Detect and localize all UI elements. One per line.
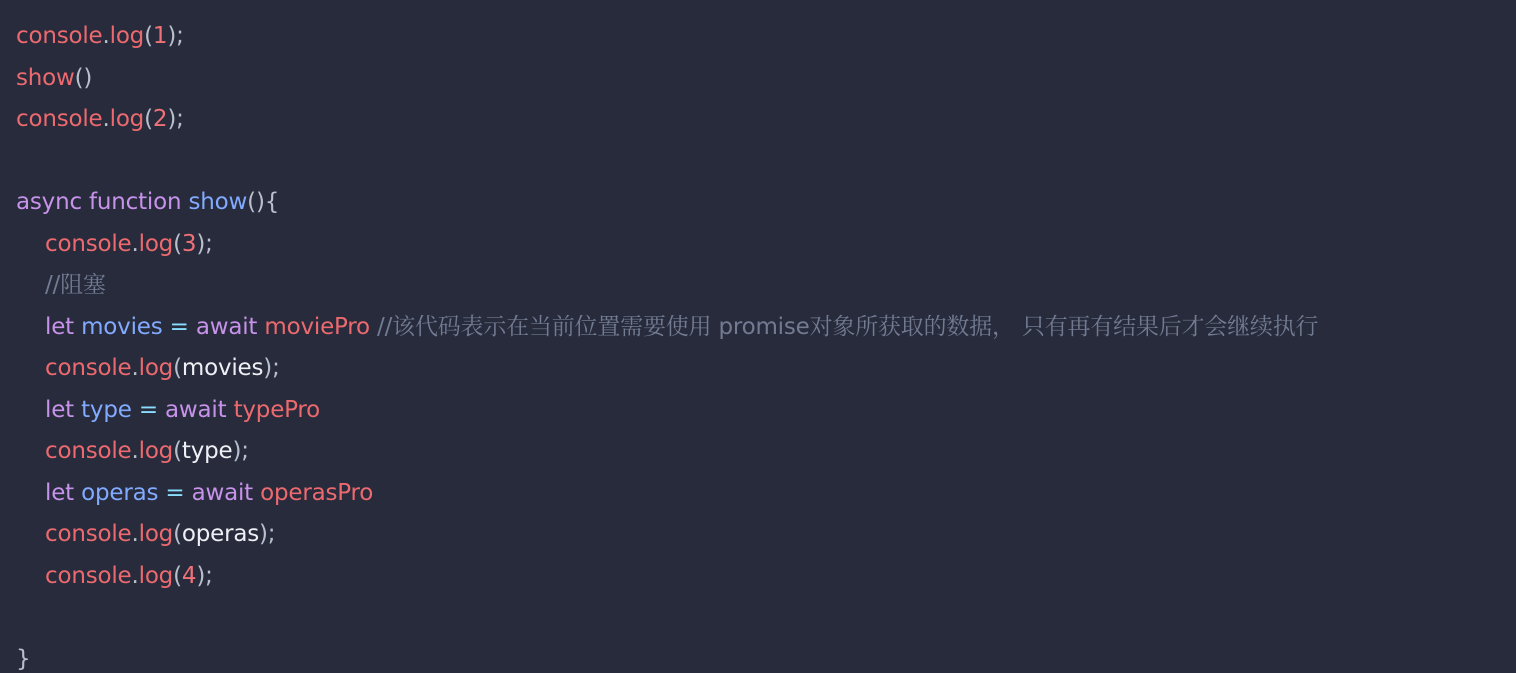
- token-function-name: show: [188, 189, 248, 215]
- token-paren: (: [173, 562, 182, 589]
- token-close: );: [196, 230, 213, 257]
- token-dot: .: [131, 438, 139, 464]
- token-await: await: [165, 396, 227, 423]
- code-line-15-blank: [16, 597, 1516, 639]
- token-operator: =: [138, 396, 158, 423]
- token-object: console: [45, 230, 132, 257]
- token-keyword: let: [45, 313, 74, 340]
- token-method: log: [138, 562, 174, 589]
- code-line-16: [16, 639, 1516, 673]
- token-variable: operas: [81, 479, 159, 506]
- token-close: );: [196, 562, 213, 589]
- code-line-7: [16, 265, 1516, 307]
- code-line-11: [16, 431, 1516, 473]
- token-operator: =: [169, 313, 189, 340]
- token-brace-open: (){: [247, 189, 280, 215]
- token-dot: .: [131, 562, 139, 589]
- token-await: await: [191, 479, 253, 506]
- token-number: 4: [181, 562, 197, 589]
- token-object: console: [16, 23, 103, 49]
- token-number: 2: [152, 106, 168, 132]
- token-object: console: [45, 521, 132, 547]
- code-line-3: [16, 99, 1516, 141]
- code-line-5: [16, 182, 1516, 224]
- token-object: console: [45, 438, 132, 464]
- code-line-13: [16, 514, 1516, 556]
- token-keyword: let: [45, 396, 74, 423]
- token-close: );: [263, 355, 280, 381]
- token-method: log: [109, 106, 145, 132]
- token-comment: //阻塞: [45, 272, 106, 298]
- token-dot: .: [131, 230, 139, 257]
- token-variable: movies: [81, 313, 163, 340]
- code-line-9: [16, 348, 1516, 390]
- token-await: await: [195, 313, 258, 340]
- token-identifier: moviePro: [264, 313, 370, 340]
- token-close: );: [232, 438, 249, 464]
- code-line-14: [16, 556, 1516, 598]
- token-dot: .: [102, 106, 110, 132]
- token-method: log: [109, 23, 145, 49]
- token-parens: (): [74, 64, 93, 91]
- token-object: console: [45, 355, 132, 381]
- token-argument: movies: [181, 355, 264, 381]
- token-argument: type: [181, 438, 233, 464]
- token-variable: type: [81, 396, 132, 423]
- code-line-12: [16, 473, 1516, 515]
- token-identifier: typePro: [233, 396, 321, 423]
- code-line-1: [16, 16, 1516, 58]
- token-brace-close: }: [16, 645, 31, 672]
- code-line-6: [16, 224, 1516, 266]
- token-number: 3: [181, 230, 197, 257]
- token-argument: operas: [181, 521, 260, 547]
- token-paren: (: [173, 230, 182, 257]
- token-method: log: [138, 355, 174, 381]
- token-paren: (: [173, 521, 182, 547]
- token-keyword: async function: [16, 189, 182, 215]
- token-method: log: [138, 438, 174, 464]
- token-dot: .: [131, 355, 139, 381]
- token-function-call: show: [16, 64, 75, 91]
- token-keyword: let: [45, 479, 74, 506]
- token-close: );: [259, 521, 276, 547]
- token-object: console: [16, 106, 103, 132]
- token-paren: (: [173, 355, 182, 381]
- token-comment: //该代码表示在当前位置需要使用 promise对象所获取的数据， 只有再有结果后才会继续执行: [377, 313, 1319, 340]
- token-paren: (: [173, 438, 182, 464]
- code-line-2: [16, 58, 1516, 100]
- token-dot: .: [102, 23, 110, 49]
- code-line-4-blank: [16, 141, 1516, 183]
- token-close: );: [167, 106, 184, 132]
- token-number: 1: [152, 23, 168, 49]
- token-dot: .: [131, 521, 139, 547]
- token-method: log: [138, 521, 174, 547]
- token-paren: (: [144, 23, 153, 49]
- code-line-8: [16, 307, 1516, 349]
- token-operator: =: [165, 479, 185, 506]
- code-line-10: [16, 390, 1516, 432]
- token-close: );: [167, 23, 184, 49]
- token-method: log: [138, 230, 174, 257]
- token-identifier: operasPro: [260, 479, 374, 506]
- token-object: console: [45, 562, 132, 589]
- token-paren: (: [144, 106, 153, 132]
